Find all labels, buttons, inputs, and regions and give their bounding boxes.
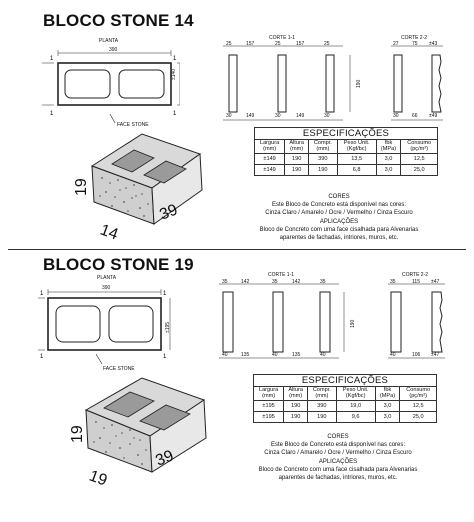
spec-header (337, 140, 376, 154)
iso-depth: 19 (86, 467, 110, 490)
planta-depth: ±195 (165, 321, 171, 333)
c2-bot-2: ±49 (429, 113, 438, 119)
c1-top-0: 35 (222, 279, 228, 285)
c2-bot-1: 66 (412, 113, 418, 119)
spec-header-row (254, 387, 437, 401)
section-divider (8, 249, 466, 250)
svg-text:1: 1 (40, 354, 44, 360)
spec-header (254, 387, 284, 401)
iso-height: 19 (69, 425, 86, 443)
c2-top-0: 35 (390, 279, 396, 285)
iso-length: 39 (153, 447, 177, 470)
iso-block (78, 370, 214, 476)
c1-bot-4: 30 (324, 113, 330, 119)
spec-header (401, 140, 438, 154)
spec-h2: Compr. (mm) (312, 387, 331, 399)
spec-h5: Consumo (pç/m²) (406, 387, 431, 399)
spec-cell: 190 (284, 412, 308, 423)
spec-cell: ±149 (255, 154, 285, 165)
corte1-label: CORTE 1-1 (268, 272, 295, 278)
block-title: BLOCO STONE 14 (43, 11, 194, 30)
planta-width: 390 (109, 47, 118, 53)
spec-cell: 390 (309, 154, 338, 165)
spec-header (309, 140, 338, 154)
aplic-line1: Bloco de Concreto com uma face cisalhada para Alvenarias (259, 226, 419, 233)
iso-block (82, 128, 212, 228)
spec-title: ESPECIFICAÇÕES (254, 127, 438, 139)
spec-cell: 190 (285, 165, 309, 176)
spec-cell: 25,0 (400, 412, 437, 423)
cores-text: Este Bloco de Concreto está disponível nas cores: (271, 202, 407, 209)
table-row (254, 412, 437, 423)
spec-cell: ±195 (254, 401, 284, 412)
spec-cell: 25,0 (401, 165, 438, 176)
spec-header-row (255, 140, 438, 154)
spec-block (254, 127, 438, 176)
c1-bot-2: 40 (272, 352, 278, 358)
c2-top-2: ±43 (429, 41, 438, 47)
c1-bot-4: 40 (320, 352, 326, 358)
aplic-title: APLICAÇÕES (319, 218, 359, 225)
c1-bot-0: 30 (226, 113, 232, 119)
planta-width: 390 (102, 285, 111, 291)
spec-cell: 12,5 (401, 154, 438, 165)
svg-text:1: 1 (163, 291, 167, 297)
aplic-line1: Bloco de Concreto com uma face cisalhada para Alvenarias (258, 466, 418, 473)
c1-top-3: 157 (296, 41, 305, 47)
spec-cell: ±149 (255, 165, 285, 176)
spec-header (308, 387, 337, 401)
spec-header (285, 140, 309, 154)
aplic-line2: aparentes de fachadas, intriores, muros, etc. (279, 235, 399, 242)
c2-top-2: ±47 (431, 279, 440, 285)
svg-text:1: 1 (163, 354, 167, 360)
planta-depth: ±140 (171, 68, 177, 80)
c1-bot-1: 149 (246, 113, 255, 119)
c2-top-0: 27 (393, 41, 399, 47)
corte2-label: CORTE 2-2 (402, 272, 429, 278)
c1-bot-1: 135 (241, 352, 250, 358)
c2-bot-2: ±47 (431, 352, 440, 358)
spec-cell: 19,0 (336, 401, 375, 412)
face-stone-label: FACE STONE (103, 366, 135, 372)
c1-bot-2: 30 (275, 113, 281, 119)
spec-header (284, 387, 308, 401)
svg-text:1: 1 (173, 56, 177, 62)
spec-h2: Compr. (mm) (313, 140, 332, 152)
iso-depth: 14 (97, 221, 121, 244)
spec-h5: Consumo (pç/m²) (407, 140, 432, 152)
c1-top-0: 25 (226, 41, 232, 47)
info-block (213, 433, 463, 482)
corte1-label: CORTE 1-1 (269, 35, 296, 41)
cores-list: Cinza Claro / Amarelo / Ocre / Vermelho / Cinza Escuro (264, 450, 412, 457)
c1-height: 190 (350, 319, 356, 328)
c2-top-1: 75 (412, 41, 418, 47)
spec-cell: 190 (285, 154, 309, 165)
spec-cell: 12,5 (400, 401, 437, 412)
spec-h4: fbk (MPa) (379, 387, 396, 399)
aplic-title: APLICAÇÕES (318, 458, 358, 465)
face-stone-label: FACE STONE (117, 122, 149, 128)
planta-label: PLANTA (99, 38, 119, 44)
spec-cell: 190 (284, 401, 308, 412)
spec-h1: Altura (mm) (289, 140, 304, 152)
spec-cell: 190 (308, 412, 337, 423)
cores-title: CORES (328, 194, 350, 200)
spec-h0: Largura (mm) (259, 140, 280, 152)
planta-label: PLANTA (97, 275, 117, 281)
cores-list: Cinza Claro / Amarelo / Ocre / Vermelho / Cinza Escuro (265, 210, 413, 217)
planta-drawing (40, 44, 180, 140)
c2-bot-1: 106 (412, 352, 421, 358)
block-title: BLOCO STONE 19 (43, 255, 194, 274)
spec-h0: Largura (mm) (258, 387, 279, 399)
corte1-drawing (214, 278, 364, 364)
info-block (214, 193, 464, 242)
spec-header (375, 387, 400, 401)
spec-header (376, 140, 401, 154)
spec-cell: 3,0 (376, 165, 401, 176)
spec-table (254, 139, 438, 176)
cores-title: CORES (327, 434, 349, 440)
spec-cell: 390 (308, 401, 337, 412)
c1-height: 190 (356, 79, 362, 88)
c1-top-4: 35 (320, 279, 326, 285)
spec-h1: Altura (mm) (288, 387, 303, 399)
spec-title: ESPECIFICAÇÕES (253, 374, 437, 386)
c2-top-1: 115 (412, 279, 420, 285)
spec-cell: 3,0 (375, 412, 400, 423)
cores-text: Este Bloco de Concreto está disponível nas cores: (270, 442, 406, 449)
iso-height: 19 (73, 178, 90, 196)
spec-h4: fbk (MPa) (380, 140, 397, 152)
spec-table (253, 386, 437, 423)
svg-text:1: 1 (40, 291, 44, 297)
c1-top-3: 142 (292, 279, 301, 285)
corte1-drawing (218, 40, 368, 126)
svg-text:1: 1 (173, 111, 177, 117)
spec-header (400, 387, 437, 401)
spec-cell: 190 (309, 165, 338, 176)
iso-length: 39 (157, 201, 181, 224)
c2-bot-0: 30 (393, 113, 399, 119)
spec-cell: 3,0 (375, 401, 400, 412)
table-row (255, 154, 438, 165)
spec-block (253, 374, 437, 423)
c1-top-2: 25 (275, 41, 281, 47)
svg-text:1: 1 (50, 56, 54, 62)
c1-bot-3: 135 (292, 352, 301, 358)
c1-top-4: 25 (324, 41, 330, 47)
spec-cell: 3,0 (376, 154, 401, 165)
c1-top-2: 35 (272, 279, 278, 285)
c2-bot-0: 40 (390, 352, 396, 358)
spec-header (336, 387, 375, 401)
c1-bot-3: 149 (296, 113, 305, 119)
c1-bot-0: 40 (222, 352, 228, 358)
c1-top-1: 142 (241, 279, 250, 285)
corte2-label: CORTE 2-2 (401, 35, 428, 41)
spec-header (255, 140, 285, 154)
planta-drawing (36, 282, 176, 372)
spec-cell: 6,8 (337, 165, 376, 176)
svg-text:1: 1 (50, 111, 54, 117)
table-row (255, 165, 438, 176)
spec-h3: Peso Unit. (Kgf/bc) (343, 140, 370, 152)
table-row (254, 401, 437, 412)
aplic-line2: aparentes de fachadas, intriores, muros, etc. (278, 475, 398, 482)
spec-cell: 9,6 (336, 412, 375, 423)
c1-top-1: 157 (246, 41, 255, 47)
spec-cell: 13,5 (337, 154, 376, 165)
spec-cell: ±195 (254, 412, 284, 423)
spec-h3: Peso Unit. (Kgf/bc) (342, 387, 369, 399)
